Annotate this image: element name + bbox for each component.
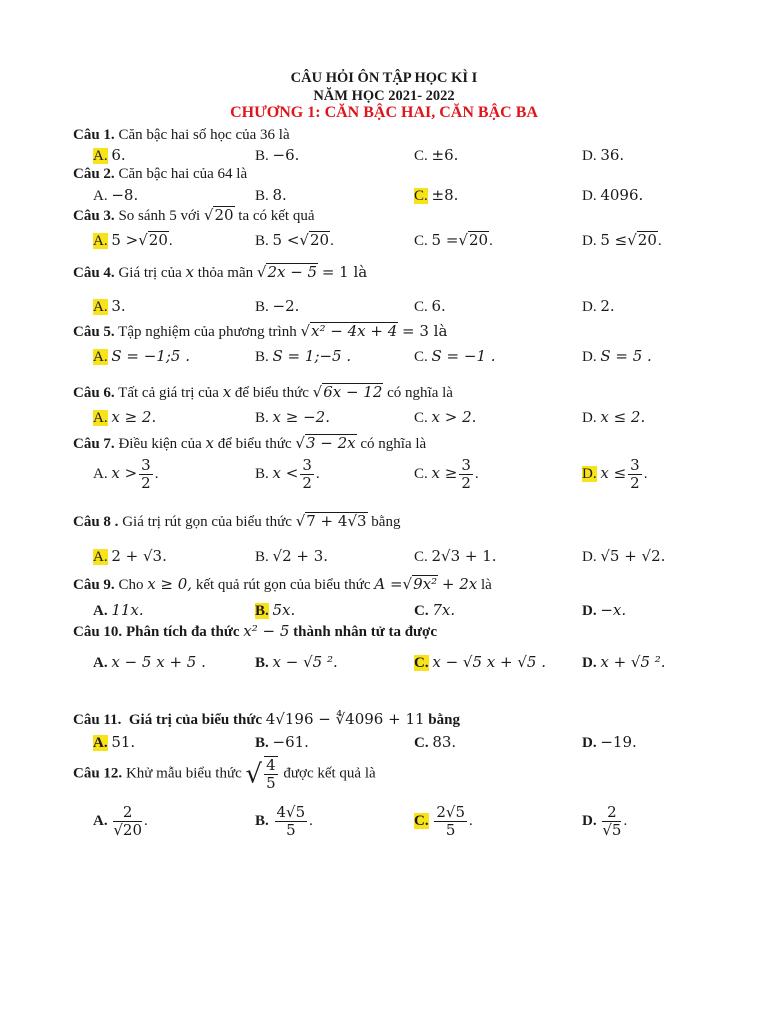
q9-option-a[interactable]: A. 11x. — [93, 601, 144, 619]
question-4: Câu 4. Giá trị của x thỏa mãn √2x − 5 = 1 là — [73, 263, 368, 281]
q10-option-a[interactable]: A. x − 5 x + 5 . — [93, 653, 206, 671]
q3-option-b[interactable]: B. 5 <√20. — [255, 231, 334, 249]
q2-option-b[interactable]: B. 8. — [255, 186, 287, 204]
q4-option-c[interactable]: C. 6. — [414, 297, 446, 315]
q8-option-a[interactable]: A. 2 + √3. — [93, 547, 167, 565]
question-12: Câu 12. Khử mẫu biểu thức √ $\frac{4}{5}$ được kết quả là — [73, 756, 376, 793]
question-6: Câu 6. Tất cả giá trị của x để biểu thức √6x − 12 có nghĩa là — [73, 383, 453, 401]
q7-option-c[interactable]: C. x ≥ $\frac{3}{2}$ . — [414, 456, 479, 493]
q4-option-b[interactable]: B. −2. — [255, 297, 300, 315]
q2-option-d[interactable]: D. 4096. — [582, 186, 644, 204]
chapter-title: CHƯƠNG 1: CĂN BẬC HAI, CĂN BẬC BA — [230, 104, 538, 121]
school-year: NĂM HỌC 2021- 2022 — [313, 88, 455, 104]
q1-option-c[interactable]: C. ±6. — [414, 146, 459, 164]
q6-option-b[interactable]: B. x ≥ −2. — [255, 408, 330, 426]
q3-option-c[interactable]: C. 5 =√20. — [414, 231, 493, 249]
question-3: Câu 3. So sánh 5 với √20 ta có kết quả — [73, 206, 315, 224]
question-7: Câu 7. Điều kiện của x để biểu thức √3 − 2x có nghĩa là — [73, 434, 427, 452]
q5-option-d[interactable]: D. S = 5 . — [582, 347, 652, 365]
doc-title: CÂU HỎI ÔN TẬP HỌC KÌ I — [290, 70, 478, 86]
q8-option-d[interactable]: D. √5 + √2. — [582, 547, 666, 565]
q7-option-b[interactable]: B. x < $\frac{3}{2}$ . — [255, 456, 320, 493]
q6-option-a[interactable]: A. x ≥ 2. — [93, 408, 157, 426]
q3-option-d[interactable]: D. 5 ≤√20. — [582, 231, 662, 249]
q10-option-d[interactable]: D. x + √5 ². — [582, 653, 666, 671]
q11-option-a[interactable]: A. 51. — [93, 733, 136, 751]
q5-option-b[interactable]: B. S = 1;−5 . — [255, 347, 352, 365]
q1-option-b[interactable]: B. −6. — [255, 146, 300, 164]
q8-option-b[interactable]: B. √2 + 3. — [255, 547, 329, 565]
q1-option-a[interactable]: A. 6. — [93, 146, 126, 164]
question-1: Câu 1. Căn bậc hai số học của 36 là — [73, 127, 290, 143]
q9-option-d[interactable]: D. −x. — [582, 601, 627, 619]
question-5: Câu 5. Tập nghiệm của phương trình √x² − 4x + 4 = 3 là — [73, 322, 448, 340]
q12-option-d[interactable]: D. $\frac{2}{√5}$ . — [582, 803, 628, 840]
question-10: Câu 10. Phân tích đa thức x² − 5 thành nhân tử ta được — [73, 622, 438, 640]
q12-option-b[interactable]: B. $\frac{4√5}{5}$ . — [255, 803, 313, 840]
question-2: Câu 2. Căn bậc hai của 64 là — [73, 166, 248, 182]
q9-option-c[interactable]: C. 7x. — [414, 601, 456, 619]
q5-option-a[interactable]: A. S = −1;5 . — [93, 347, 190, 365]
q8-option-c[interactable]: C. 2√3 + 1. — [414, 547, 497, 565]
q10-option-c[interactable]: C. x − √5 x + √5 . — [414, 653, 546, 671]
question-11: Câu 11. Giá trị của biểu thức 4√196 − ∜4096 + 11 bằng — [73, 710, 460, 728]
q7-option-a[interactable]: A. x > $\frac{3}{2}$ . — [93, 456, 159, 493]
q12-option-c[interactable]: C. $\frac{2√5}{5}$ . — [414, 803, 473, 840]
q2-option-a[interactable]: A. −8. — [93, 186, 139, 204]
q6-option-d[interactable]: D. x ≤ 2. — [582, 408, 646, 426]
q5-option-c[interactable]: C. S = −1 . — [414, 347, 496, 365]
q12-option-a[interactable]: A. $\frac{2}{√20}$ . — [93, 803, 148, 840]
question-9: Câu 9. Cho x ≥ 0, kết quả rút gọn của biểu thức A =√9x² + 2x là — [73, 575, 492, 593]
q1-option-d[interactable]: D. 36. — [582, 146, 625, 164]
question-8: Câu 8 . Giá trị rút gọn của biểu thức √7 + 4√3 bằng — [73, 512, 401, 530]
q6-option-c[interactable]: C. x > 2. — [414, 408, 477, 426]
q10-option-b[interactable]: B. x − √5 ². — [255, 653, 338, 671]
q3-option-a[interactable]: A. 5 >√20. — [93, 231, 173, 249]
q4-option-d[interactable]: D. 2. — [582, 297, 615, 315]
q2-option-c[interactable]: C. ±8. — [414, 186, 459, 204]
q11-option-b[interactable]: B. −61. — [255, 733, 309, 751]
q7-option-d[interactable]: D. x ≤ $\frac{3}{2}$ . — [582, 456, 648, 493]
q9-option-b[interactable]: B. 5x. — [255, 601, 296, 619]
q11-option-c[interactable]: C. 83. — [414, 733, 457, 751]
q11-option-d[interactable]: D. −19. — [582, 733, 637, 751]
q4-option-a[interactable]: A. 3. — [93, 297, 126, 315]
